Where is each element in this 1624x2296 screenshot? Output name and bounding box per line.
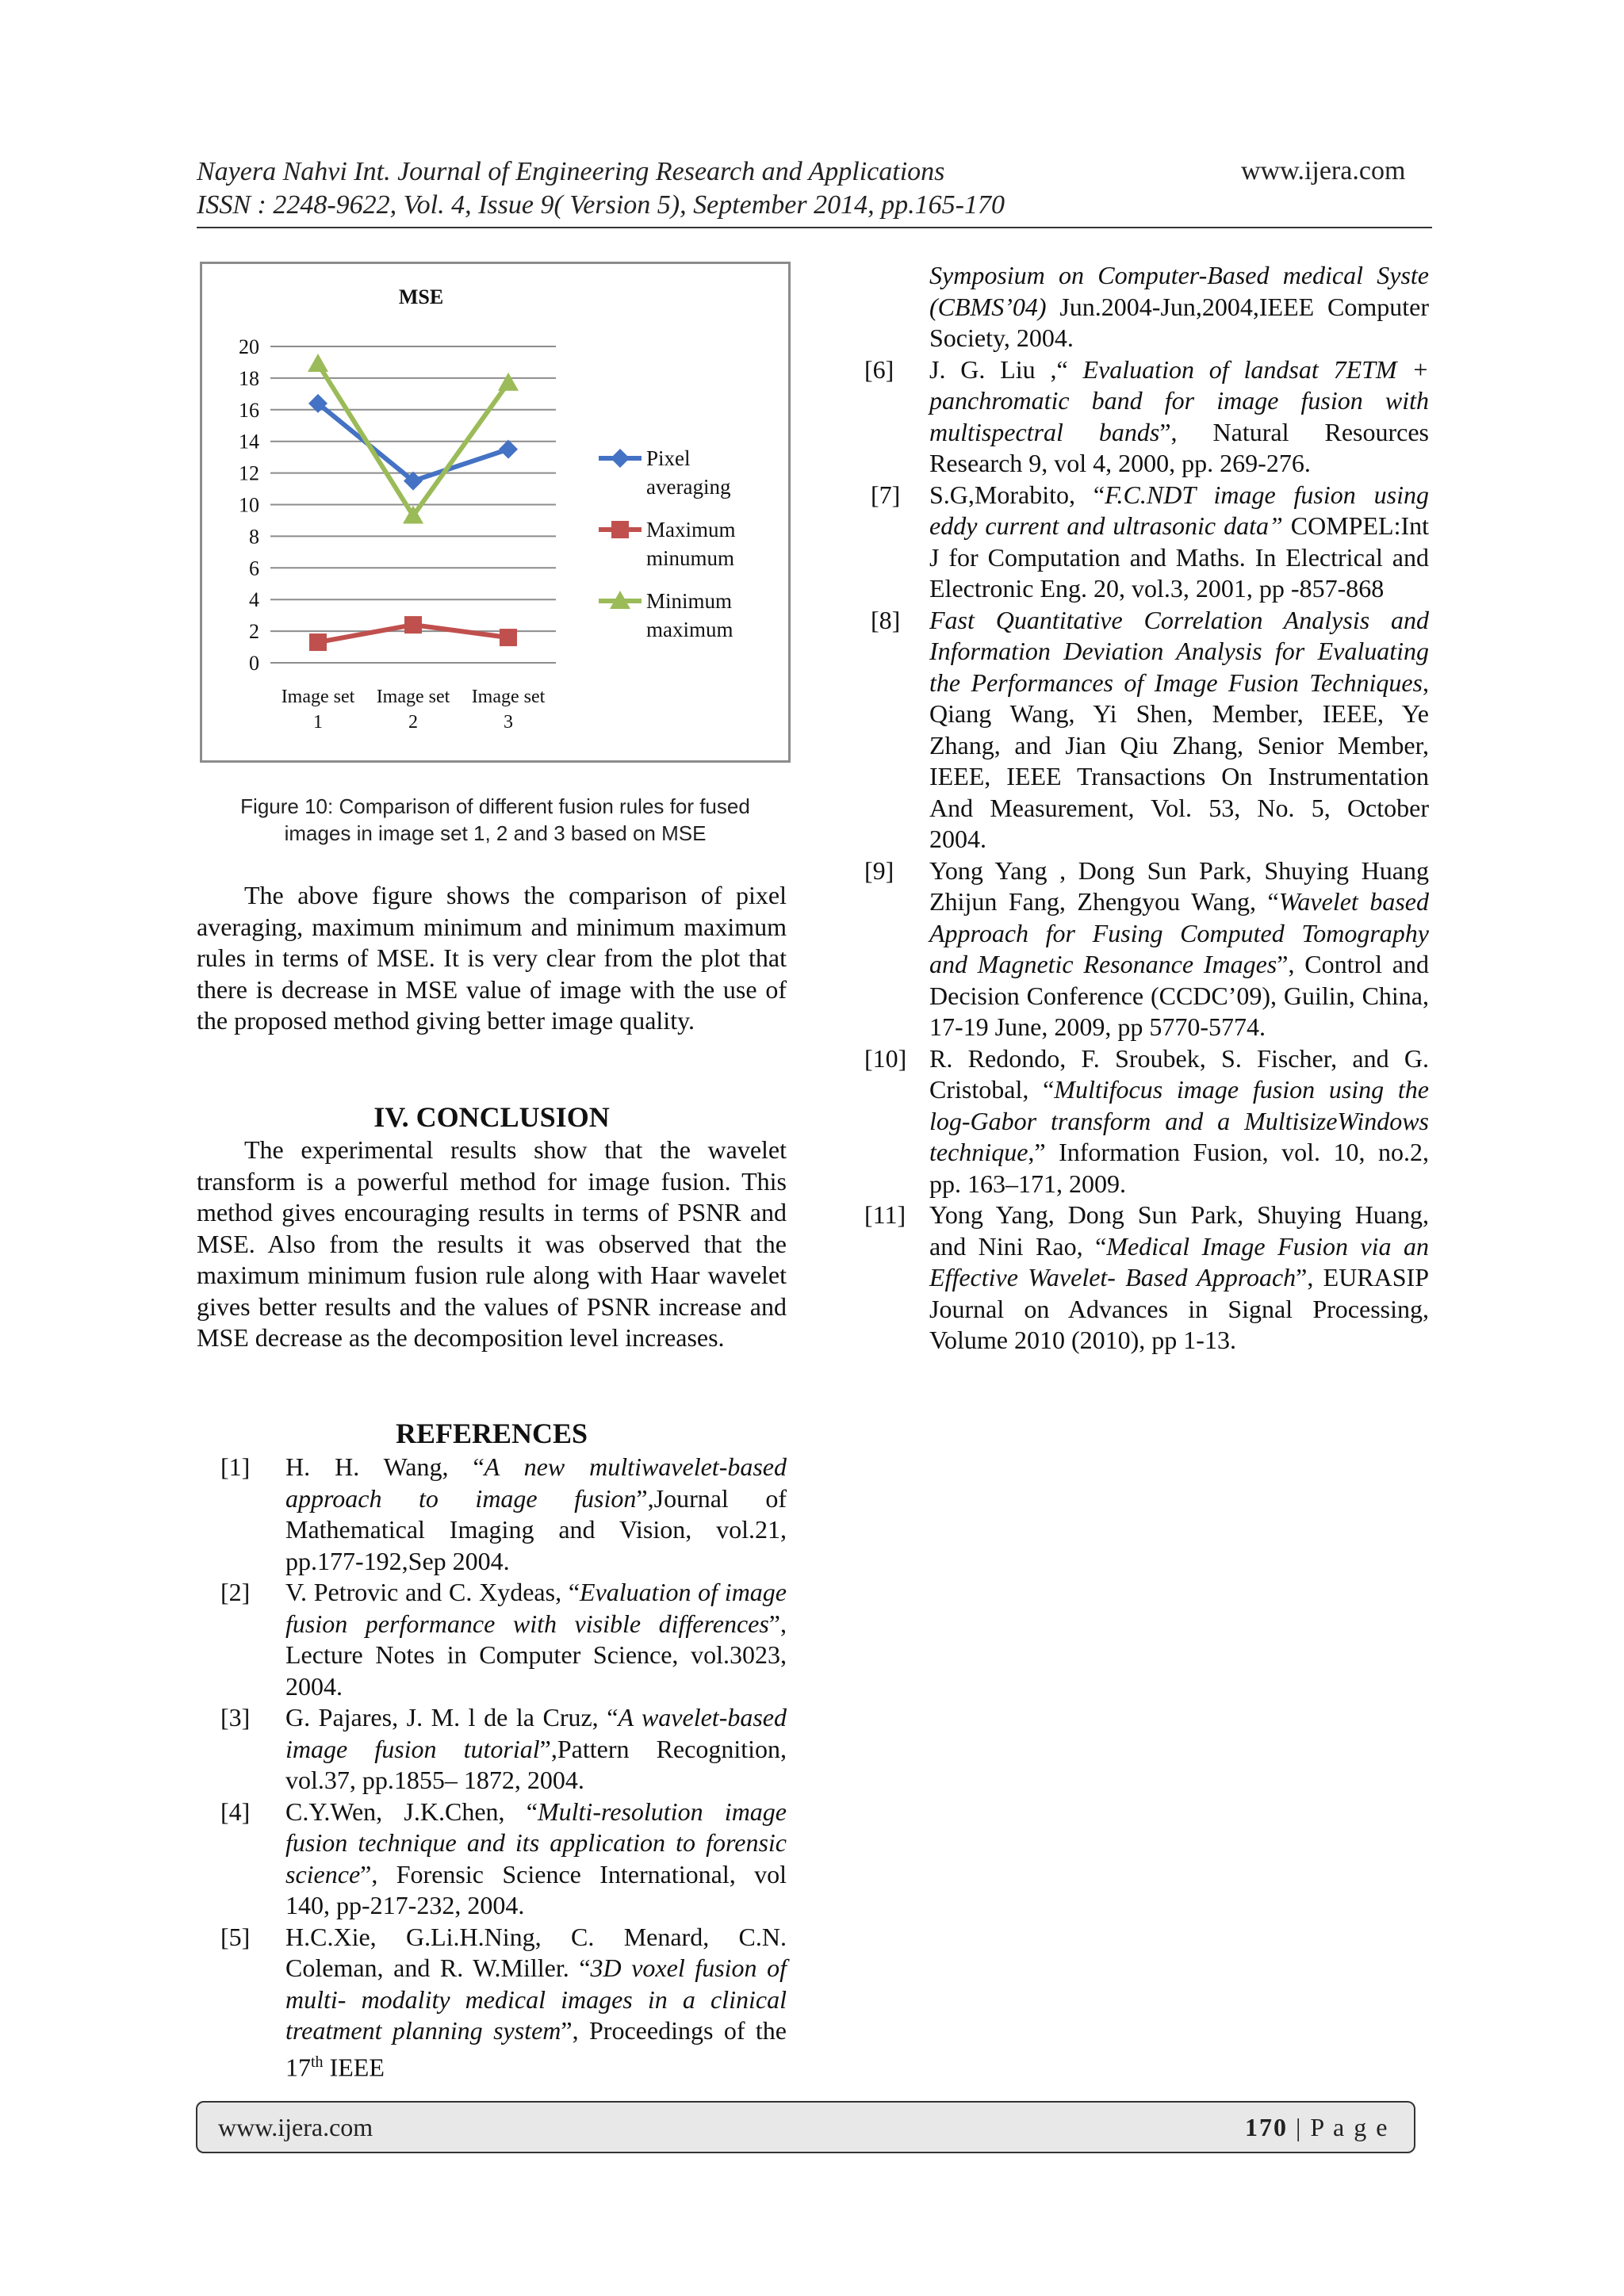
x-tick-label: Image set [376,687,450,707]
reference-title: Wavelet based Approach for Fusing Computed Tomography and Magnetic Resonance Images [929,887,1430,978]
reference-source: ”, Proceedings of the 17 [285,2016,787,2082]
reference-text [285,1452,787,1577]
y-tick-label: 4 [249,588,259,612]
reference-number: [5] [220,1922,251,1951]
header-journal-line: Nayera Nahvi Int. Journal of Engineering Research and Applications [197,157,945,186]
left-column-text [197,880,787,1037]
legend-label: maximum [646,618,733,641]
y-tick-label: 20 [239,335,259,358]
page-label: | P a g e [1288,2113,1389,2141]
legend-label: averaging [646,475,731,499]
y-tick-label: 6 [249,557,259,580]
legend-label: minumum [646,546,735,570]
reference-item [220,1577,787,1702]
page-number: 170 [1245,2113,1288,2141]
references-list-right [864,260,1429,1357]
mse-chart [202,264,788,760]
reference-item [220,1452,787,1577]
reference-title: Multi-resolution image fusion technique and its application to forensic science [285,1797,787,1888]
reference-item [864,480,1429,605]
reference-text [285,1922,787,2084]
legend-marker [611,449,630,468]
reference-item [220,1797,787,1922]
reference-text [929,855,1429,1043]
reference-text [285,1702,787,1797]
reference-number: [1] [220,1452,251,1481]
conclusion-heading: IV. CONCLUSION [373,1101,610,1133]
reference-source: ”, Lecture Notes in Computer Science, vol.3023, 2004. [285,1609,787,1701]
reference-title: F.C.NDT image fusion using eddy current and ultrasonic data” [929,480,1430,540]
legend-marker [611,521,629,538]
y-tick-label: 14 [239,430,259,453]
reference-authors: R. Redondo, F. Sroubek, S. Fischer, and G. Cristobal, “ [929,1043,1429,1104]
reference-number-blank [864,260,929,354]
figure-discussion-paragraph: The above figure shows the comparison of pixel averaging, maximum minimum and minimum maximum rules in terms of MSE. It is very clear from the plot that there is decrease in MSE value of image with the use of the proposed method giving better image quality. [197,881,787,1035]
reference-text [929,1200,1429,1357]
conclusion-paragraph: The experimental results show that the wavelet transform is a powerful method for image fusion. This method gives encouraging results in terms of PSNR and MSE. Also from the results it was observed that the maximum minimum fusion rule along with Haar wavelet gives better results and the values of PSNR increase and MSE decrease as the decomposition level increases. [197,1135,787,1352]
reference-source: Jun.2004-Jun,2004,IEEE Computer Society, 2004. [929,292,1429,352]
figure-caption [200,793,791,847]
y-tick-label: 18 [239,366,259,390]
data-point [499,440,518,459]
x-tick-label: 1 [313,712,323,733]
reference-title: Multifocus image fusion using the log-Gabor transform and a MultisizeWindows technique [929,1075,1430,1166]
header-divider [197,227,1432,228]
data-point [498,373,519,391]
reference-item [220,1702,787,1797]
reference-source: , Qiang Wang, Yi Shen, Member, IEEE, Ye Zhang, and Jian Qiu Zhang, Senior Member, IEEE, IEEE Transactions On Instrumentation And Measurement, Vol. 53, No. 5, October 2004. [929,668,1429,853]
figure-caption-line-2: images in image set 1, 2 and 3 based on MSE [284,821,707,845]
reference-item [864,605,1429,855]
reference-number: [8] [864,605,901,634]
y-tick-label: 2 [249,620,259,644]
reference-text [285,1577,787,1702]
reference-title: Evaluation of landsat 7ETM + panchromatic band for image fusion with multispectral bands [929,354,1429,446]
reference-item [864,1043,1429,1200]
reference-item [864,855,1429,1043]
reference-text [929,605,1429,855]
reference-text [929,354,1429,480]
reference-source: ,” Information Fusion, vol. 10, no.2, pp. 163–171, 2009. [929,1138,1429,1198]
reference-title: Fast Quantitative Correlation Analysis and Information Deviation Analysis for Evaluating the Performances of Image Fusion Techniques [929,605,1429,697]
reference-source: ”,Pattern Recognition, vol.37, pp.1855– 1872, 2004. [285,1734,787,1794]
reference-text [929,260,1429,354]
reference-number: [7] [864,480,901,509]
legend-label: Minimum [646,589,733,613]
x-tick-label: 3 [504,712,513,733]
reference-authors: Yong Yang, Dong Sun Park, Shuying Huang, and Nini Rao, “ [929,1200,1429,1261]
y-tick-label: 0 [249,652,259,675]
reference-authors: C.Y.Wen, J.K.Chen, “ [285,1797,538,1826]
references-heading: REFERENCES [395,1418,588,1449]
reference-source: ”, Control and Decision Conference (CCDC’09), Guilin, China, 17-19 June, 2009, pp 5770-5774. [929,950,1430,1041]
reference-source: ”, Forensic Science International, vol 140, pp-217-232, 2004. [285,1859,787,1919]
reference-number: [10] [864,1043,907,1073]
reference-item [864,354,1429,480]
reference-title: A new multiwavelet-based approach to image fusion [285,1452,787,1513]
y-tick-label: 16 [239,398,259,422]
reference-authors: H. H. Wang, “ [285,1452,485,1481]
y-tick-label: 12 [239,461,259,485]
legend-label: Maximum [646,518,736,541]
reference-number: [6] [864,354,894,384]
data-point [309,633,327,651]
reference-title: A wavelet-based image fusion tutorial [285,1703,787,1763]
y-tick-label: 8 [249,525,259,549]
reference-authors: Yong Yang , Dong Sun Park, Shuying Huang Zhijun Fang, Zhengyou Wang, “ [929,855,1429,916]
references-list-left [220,1452,787,2084]
reference-number: [2] [220,1578,251,1606]
x-tick-label: 2 [408,712,418,733]
y-tick-label: 10 [239,493,259,517]
data-point [404,616,422,633]
reference-title: Evaluation of image fusion performance with visible differences [285,1578,787,1638]
reference-title: 3D voxel fusion of multi- modality medical images in a clinical treatment planning system [285,1954,787,2045]
reference-authors: S.G,Morabito, “ [929,480,1105,509]
reference-item [220,1922,787,2084]
reference-venue: Symposium on Computer-Based medical Syste (CBMS’04) [929,261,1429,321]
reference-number: [3] [220,1703,251,1732]
reference-authors: J. G. Liu ,“ [929,354,1083,384]
reference-authors: V. Petrovic and C. Xydeas, “ [285,1578,580,1606]
header-issn-line: ISSN : 2248-9622, Vol. 4, Issue 9( Version 5), September 2014, pp.165-170 [197,190,1005,220]
reference-source-cont: IEEE [323,2053,385,2082]
data-point [500,629,517,646]
reference-source: ”, EURASIP Journal on Advances in Signal Processing, Volume 2010 (2010), pp 1-13. [929,1263,1430,1354]
reference-text [929,1043,1429,1200]
x-tick-label: Image set [471,687,546,707]
data-point [308,354,328,372]
reference-text [285,1797,787,1922]
reference-source: ”, Natural Resources Research 9, vol 4, 2000, pp. 269-276. [929,417,1429,477]
mse-chart-frame [200,262,791,763]
legend-label: Pixel [646,446,691,470]
reference-text [929,480,1429,605]
reference-source: COMPEL:Int J for Computation and Maths. In Electrical and Electronic Eng. 20, vol.3, 2001, pp -857-868 [929,511,1430,603]
chart-title: MSE [398,285,444,308]
reference-authors: H.C.Xie, G.Li.H.Ning, C. Menard, C.N. Coleman, and R. W.Miller. “ [285,1922,787,1982]
figure-caption-line-1: Figure 10: Comparison of different fusion rules for fused [240,794,750,818]
reference-authors: G. Pajares, J. M. l de la Cruz, “ [285,1703,619,1732]
reference-number: [4] [220,1797,251,1826]
reference-number: [9] [864,855,894,885]
x-tick-label: Image set [281,687,355,707]
reference-superscript: th [311,2053,324,2071]
conclusion-section [197,1135,787,1354]
header-website[interactable]: www.ijera.com [1241,156,1406,186]
footer-website[interactable]: www.ijera.com [218,2113,373,2141]
series-line [318,364,508,516]
reference-source: ”,Journal of Mathematical Imaging and Vision, vol.21, pp.177-192,Sep 2004. [285,1483,787,1575]
reference-title: Medical Image Fusion via an Effective Wavelet- Based Approach [929,1231,1430,1292]
reference-continuation [864,260,1429,354]
footer-bar [196,2101,1415,2153]
reference-item [864,1200,1429,1357]
footer-page-number [1245,2113,1388,2142]
reference-number: [11] [864,1200,906,1229]
